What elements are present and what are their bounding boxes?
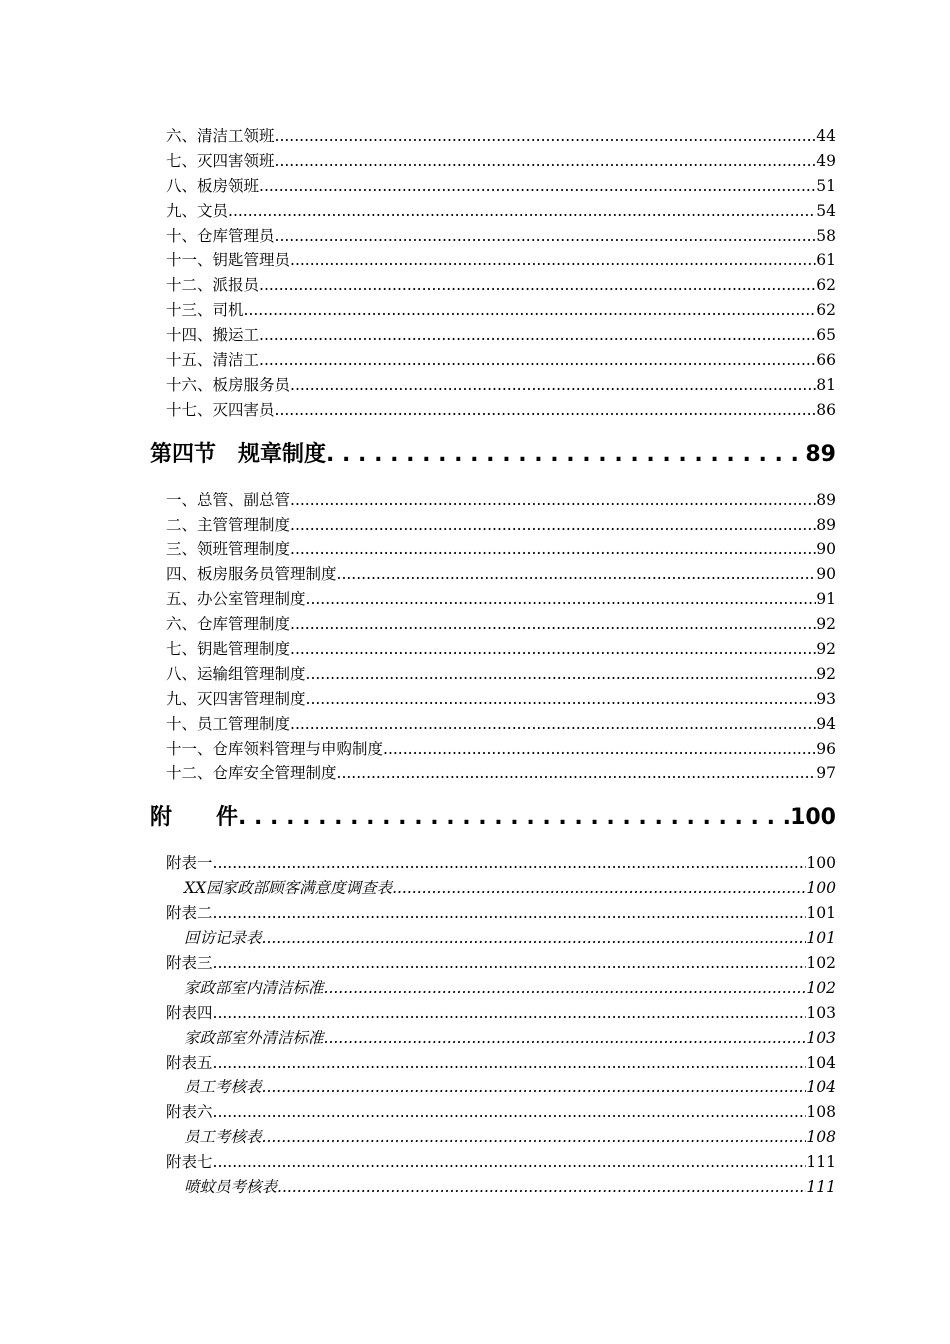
toc-entry[interactable]: 九、文员 ..... 54 xyxy=(150,199,836,224)
toc-section-heading[interactable]: 第四节 规章制度 . . . 89 xyxy=(150,430,836,480)
toc-subentry[interactable]: 员工考核表 ..... 104 xyxy=(150,1075,836,1100)
toc-entry[interactable]: 附表三 ..... 102 xyxy=(150,951,836,976)
toc-entry[interactable]: 三、领班管理制度 ..... 90 xyxy=(150,537,836,562)
toc-entry[interactable]: 八、运输组管理制度 ..... 92 xyxy=(150,662,836,687)
toc-subentry[interactable]: 回访记录表 ..... 101 xyxy=(150,926,836,951)
toc-entry[interactable]: 十一、钥匙管理员 ..... 61 xyxy=(150,248,836,273)
toc-entry[interactable]: 八、板房领班 ..... 51 xyxy=(150,174,836,199)
toc-subentry[interactable]: 家政部室外清洁标准 ..... 103 xyxy=(150,1026,836,1051)
toc-entry[interactable]: 五、办公室管理制度 ..... 91 xyxy=(150,587,836,612)
toc-entry[interactable]: 附表五 ..... 104 xyxy=(150,1051,836,1076)
toc-subentry[interactable]: 员工考核表 ..... 108 xyxy=(150,1125,836,1150)
toc-subentry[interactable]: 家政部室内清洁标准 ..... 102 xyxy=(150,976,836,1001)
toc-entry[interactable]: 四、板房服务员管理制度 ..... 90 xyxy=(150,562,836,587)
toc-entry[interactable]: 十三、司机 ..... 62 xyxy=(150,298,836,323)
toc-entry[interactable]: 十一、仓库领料管理与申购制度 ..... 96 xyxy=(150,737,836,762)
toc-entry[interactable]: 十五、清洁工 ..... 66 xyxy=(150,348,836,373)
toc-entry[interactable]: 九、灭四害管理制度 ..... 93 xyxy=(150,687,836,712)
toc-entry[interactable]: 六、清洁工领班 ..... 44 xyxy=(150,124,836,149)
toc-entry[interactable]: 十七、灭四害员 ..... 86 xyxy=(150,398,836,423)
toc-section-heading[interactable]: 附 件 . . . 100 xyxy=(150,793,836,843)
toc-entry[interactable]: 六、仓库管理制度 ..... 92 xyxy=(150,612,836,637)
toc-entry[interactable]: 二、主管管理制度 ..... 89 xyxy=(150,513,836,538)
toc-entry[interactable]: 十二、仓库安全管理制度 ..... 97 xyxy=(150,761,836,786)
toc-entry[interactable]: 附表二 ..... 101 xyxy=(150,901,836,926)
toc-entry[interactable]: 七、灭四害领班 ..... 49 xyxy=(150,149,836,174)
toc-entry[interactable]: 十、仓库管理员 ..... 58 xyxy=(150,224,836,249)
toc-entry[interactable]: 一、总管、副总管 ..... 89 xyxy=(150,488,836,513)
toc-group-positions xyxy=(150,124,836,423)
toc-subentry[interactable]: 喷蚊员考核表 ..... 111 xyxy=(150,1175,836,1200)
toc-group-appendix xyxy=(150,851,836,1199)
toc-entry[interactable]: 附表七 ..... 111 xyxy=(150,1150,836,1175)
toc-entry[interactable]: 附表四 ..... 103 xyxy=(150,1001,836,1026)
toc-entry[interactable]: 附表一 ..... 100 xyxy=(150,851,836,876)
toc-entry[interactable]: 十二、派报员 ..... 62 xyxy=(150,273,836,298)
toc-entry[interactable]: 附表六 ..... 108 xyxy=(150,1100,836,1125)
toc-entry[interactable]: 十四、搬运工 ..... 65 xyxy=(150,323,836,348)
toc-subentry[interactable]: XX园家政部顾客满意度调查表 ..... 100 xyxy=(150,876,836,901)
toc-group-rules xyxy=(150,488,836,787)
table-of-contents xyxy=(150,124,836,1200)
toc-entry[interactable]: 十、员工管理制度 ..... 94 xyxy=(150,712,836,737)
toc-entry[interactable]: 十六、板房服务员 ..... 81 xyxy=(150,373,836,398)
toc-entry[interactable]: 七、钥匙管理制度 ..... 92 xyxy=(150,637,836,662)
